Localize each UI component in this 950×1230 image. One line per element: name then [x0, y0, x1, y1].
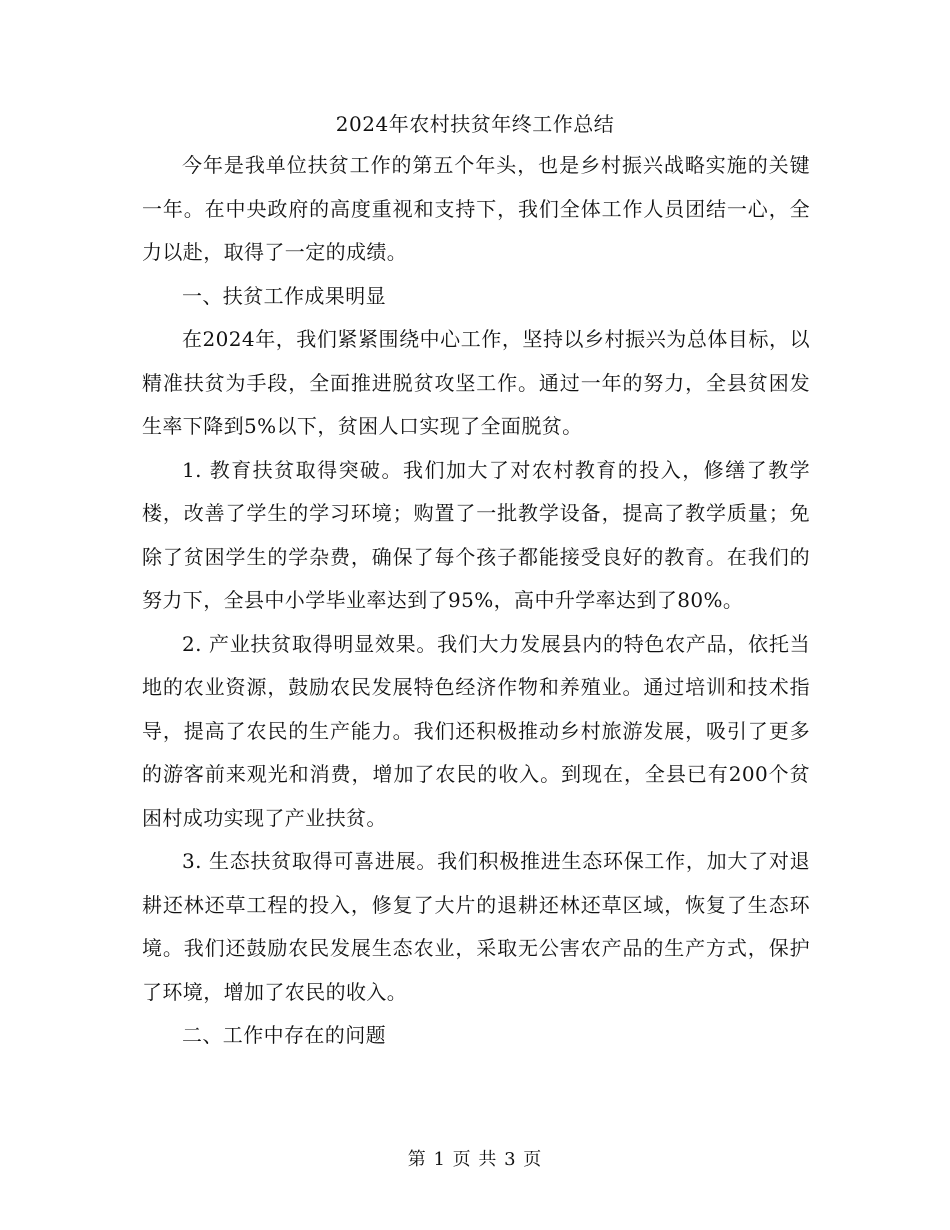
summary-paragraph: 在2024年，我们紧紧围绕中心工作，坚持以乡村振兴为总体目标，以精准扶贫为手段，全面推进脱贫攻坚工作。通过一年的努力，全县贫困发生率下降到5%以下，贫困人口实现了全面脱贫。 [142, 327, 810, 438]
education-paragraph: 1. 教育扶贫取得突破。我们加大了对农村教育的投入，修缮了教学楼，改善了学生的学习环境；购置了一批教学设备，提高了教学质量；免除了贫困学生的学杂费，确保了每个孩子都能接受良好的教育。在我们的努力下，全县中小学毕业率达到了95%，高中升学率达到了80%。 [142, 457, 810, 612]
intro-paragraph: 今年是我单位扶贫工作的第五个年头，也是乡村振兴战略实施的关键一年。在中央政府的高度重视和支持下，我们全体工作人员团结一心，全力以赴，取得了一定的成绩。 [142, 153, 810, 264]
industry-paragraph: 2. 产业扶贫取得明显效果。我们大力发展县内的特色农产品，依托当地的农业资源，鼓励农民发展特色经济作物和养殖业。通过培训和技术指导，提高了农民的生产能力。我们还积极推动乡村旅游发展，吸引了更多的游客前来观光和消费，增加了农民的收入。到现在，全县已有200个贫困村成功实现了产业扶贫。 [142, 631, 810, 830]
page-footer [0, 1142, 950, 1178]
ecology-paragraph: 3. 生态扶贫取得可喜进展。我们积极推进生态环保工作，加大了对退耕还林还草工程的投入，修复了大片的退耕还林还草区域，恢复了生态环境。我们还鼓励农民发展生态农业，采取无公害农产品的生产方式，保护了环境，增加了农民的收入。 [142, 849, 810, 1004]
document-title: 2024年农村扶贫年终工作总结 [335, 112, 615, 136]
page-number: 第 1 页 共 3 页 [407, 1149, 543, 1170]
section-heading-achievements: 一、扶贫工作成果明显 [182, 283, 386, 308]
document-body [142, 144, 810, 1058]
section-heading-problems: 二、工作中存在的问题 [182, 1023, 386, 1047]
